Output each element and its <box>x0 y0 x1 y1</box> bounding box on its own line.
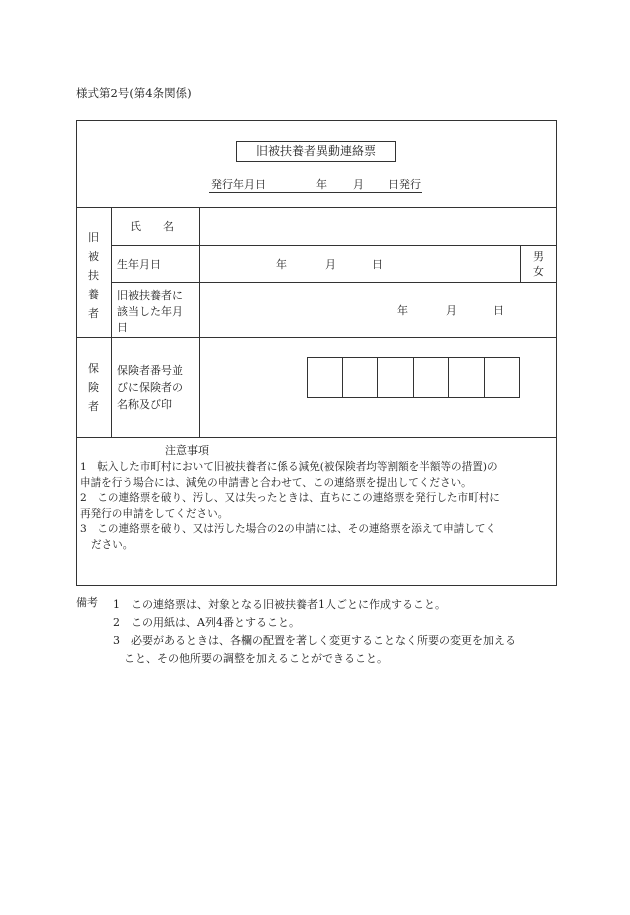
rule-name-row <box>111 245 557 246</box>
insurer-digit-box[interactable] <box>484 357 520 398</box>
rule-sex-column <box>520 245 521 283</box>
issue-year-unit: 年 <box>316 178 327 191</box>
birth-year-unit: 年 <box>276 258 287 271</box>
remarks-list: 1 この連絡票は、対象となる旧被扶養者1人ごとに作成すること。 2 この用紙は、A列4番とすること。 3 必要があるときは、各欄の配置を著しく変更することなく所要の変更を加える こと、その他所要の調整を加えることができること。 <box>113 598 516 665</box>
insurer-digit-box[interactable] <box>448 357 485 398</box>
side-label-former-dependent: 旧 被 扶 養 者 <box>88 231 99 320</box>
dependent-day-unit: 日 <box>493 304 504 317</box>
side-label-insurer: 保 険 者 <box>88 362 99 413</box>
rule-birth-row <box>111 282 557 283</box>
issue-date-label: 発行年月日 <box>211 178 266 191</box>
rule-section2-top <box>76 337 557 338</box>
notes-heading: 注意事項 <box>165 444 209 457</box>
sex-female[interactable]: 女 <box>533 265 544 278</box>
form-label: 様式第2号(第4条関係) <box>76 86 192 100</box>
insurer-digit-box[interactable] <box>413 357 449 398</box>
issue-month-unit: 月 <box>353 178 364 191</box>
name-label: 氏 名 <box>130 220 174 233</box>
became-dependent-date-label: 旧被扶養者に 該当した年月 日 <box>117 289 183 334</box>
insurer-digit-box[interactable] <box>342 357 378 398</box>
notes-body: 1 転入した市町村において旧被扶養者に係る減免(被保険者均等割額を半額等の措置)の 申請を行う場合には、減免の申請書と合わせて、この連絡票を提出してください。 2 この連絡票を破り、汚し、又は失ったときは、直ちにこの連絡票を発行した市町村に 再発行の申請をしてください。 3 この連絡票を破り、又は汚した場合の2の申請には、その連絡票を添えて申請してく ださい。 <box>80 461 500 551</box>
birth-day-unit: 日 <box>372 258 383 271</box>
rule-section1-top <box>76 207 557 208</box>
rule-side-column <box>111 207 112 438</box>
insurer-number-label: 保険者番号並 びに保険者の 名称及び印 <box>117 364 183 411</box>
birth-month-unit: 月 <box>325 258 336 271</box>
dependent-year-unit: 年 <box>397 304 408 317</box>
issue-date-underline <box>209 192 422 193</box>
insurer-digit-box[interactable] <box>307 357 343 398</box>
remarks-label: 備考 <box>76 596 98 609</box>
rule-notes-top <box>76 437 557 438</box>
sex-male[interactable]: 男 <box>533 250 544 263</box>
insurer-digit-box[interactable] <box>377 357 414 398</box>
name-field[interactable] <box>200 209 555 243</box>
form-title: 旧被扶養者異動連絡票 <box>255 144 376 158</box>
birthdate-label: 生年月日 <box>117 258 161 271</box>
issue-day-unit: 日発行 <box>388 178 421 191</box>
dependent-month-unit: 月 <box>446 304 457 317</box>
